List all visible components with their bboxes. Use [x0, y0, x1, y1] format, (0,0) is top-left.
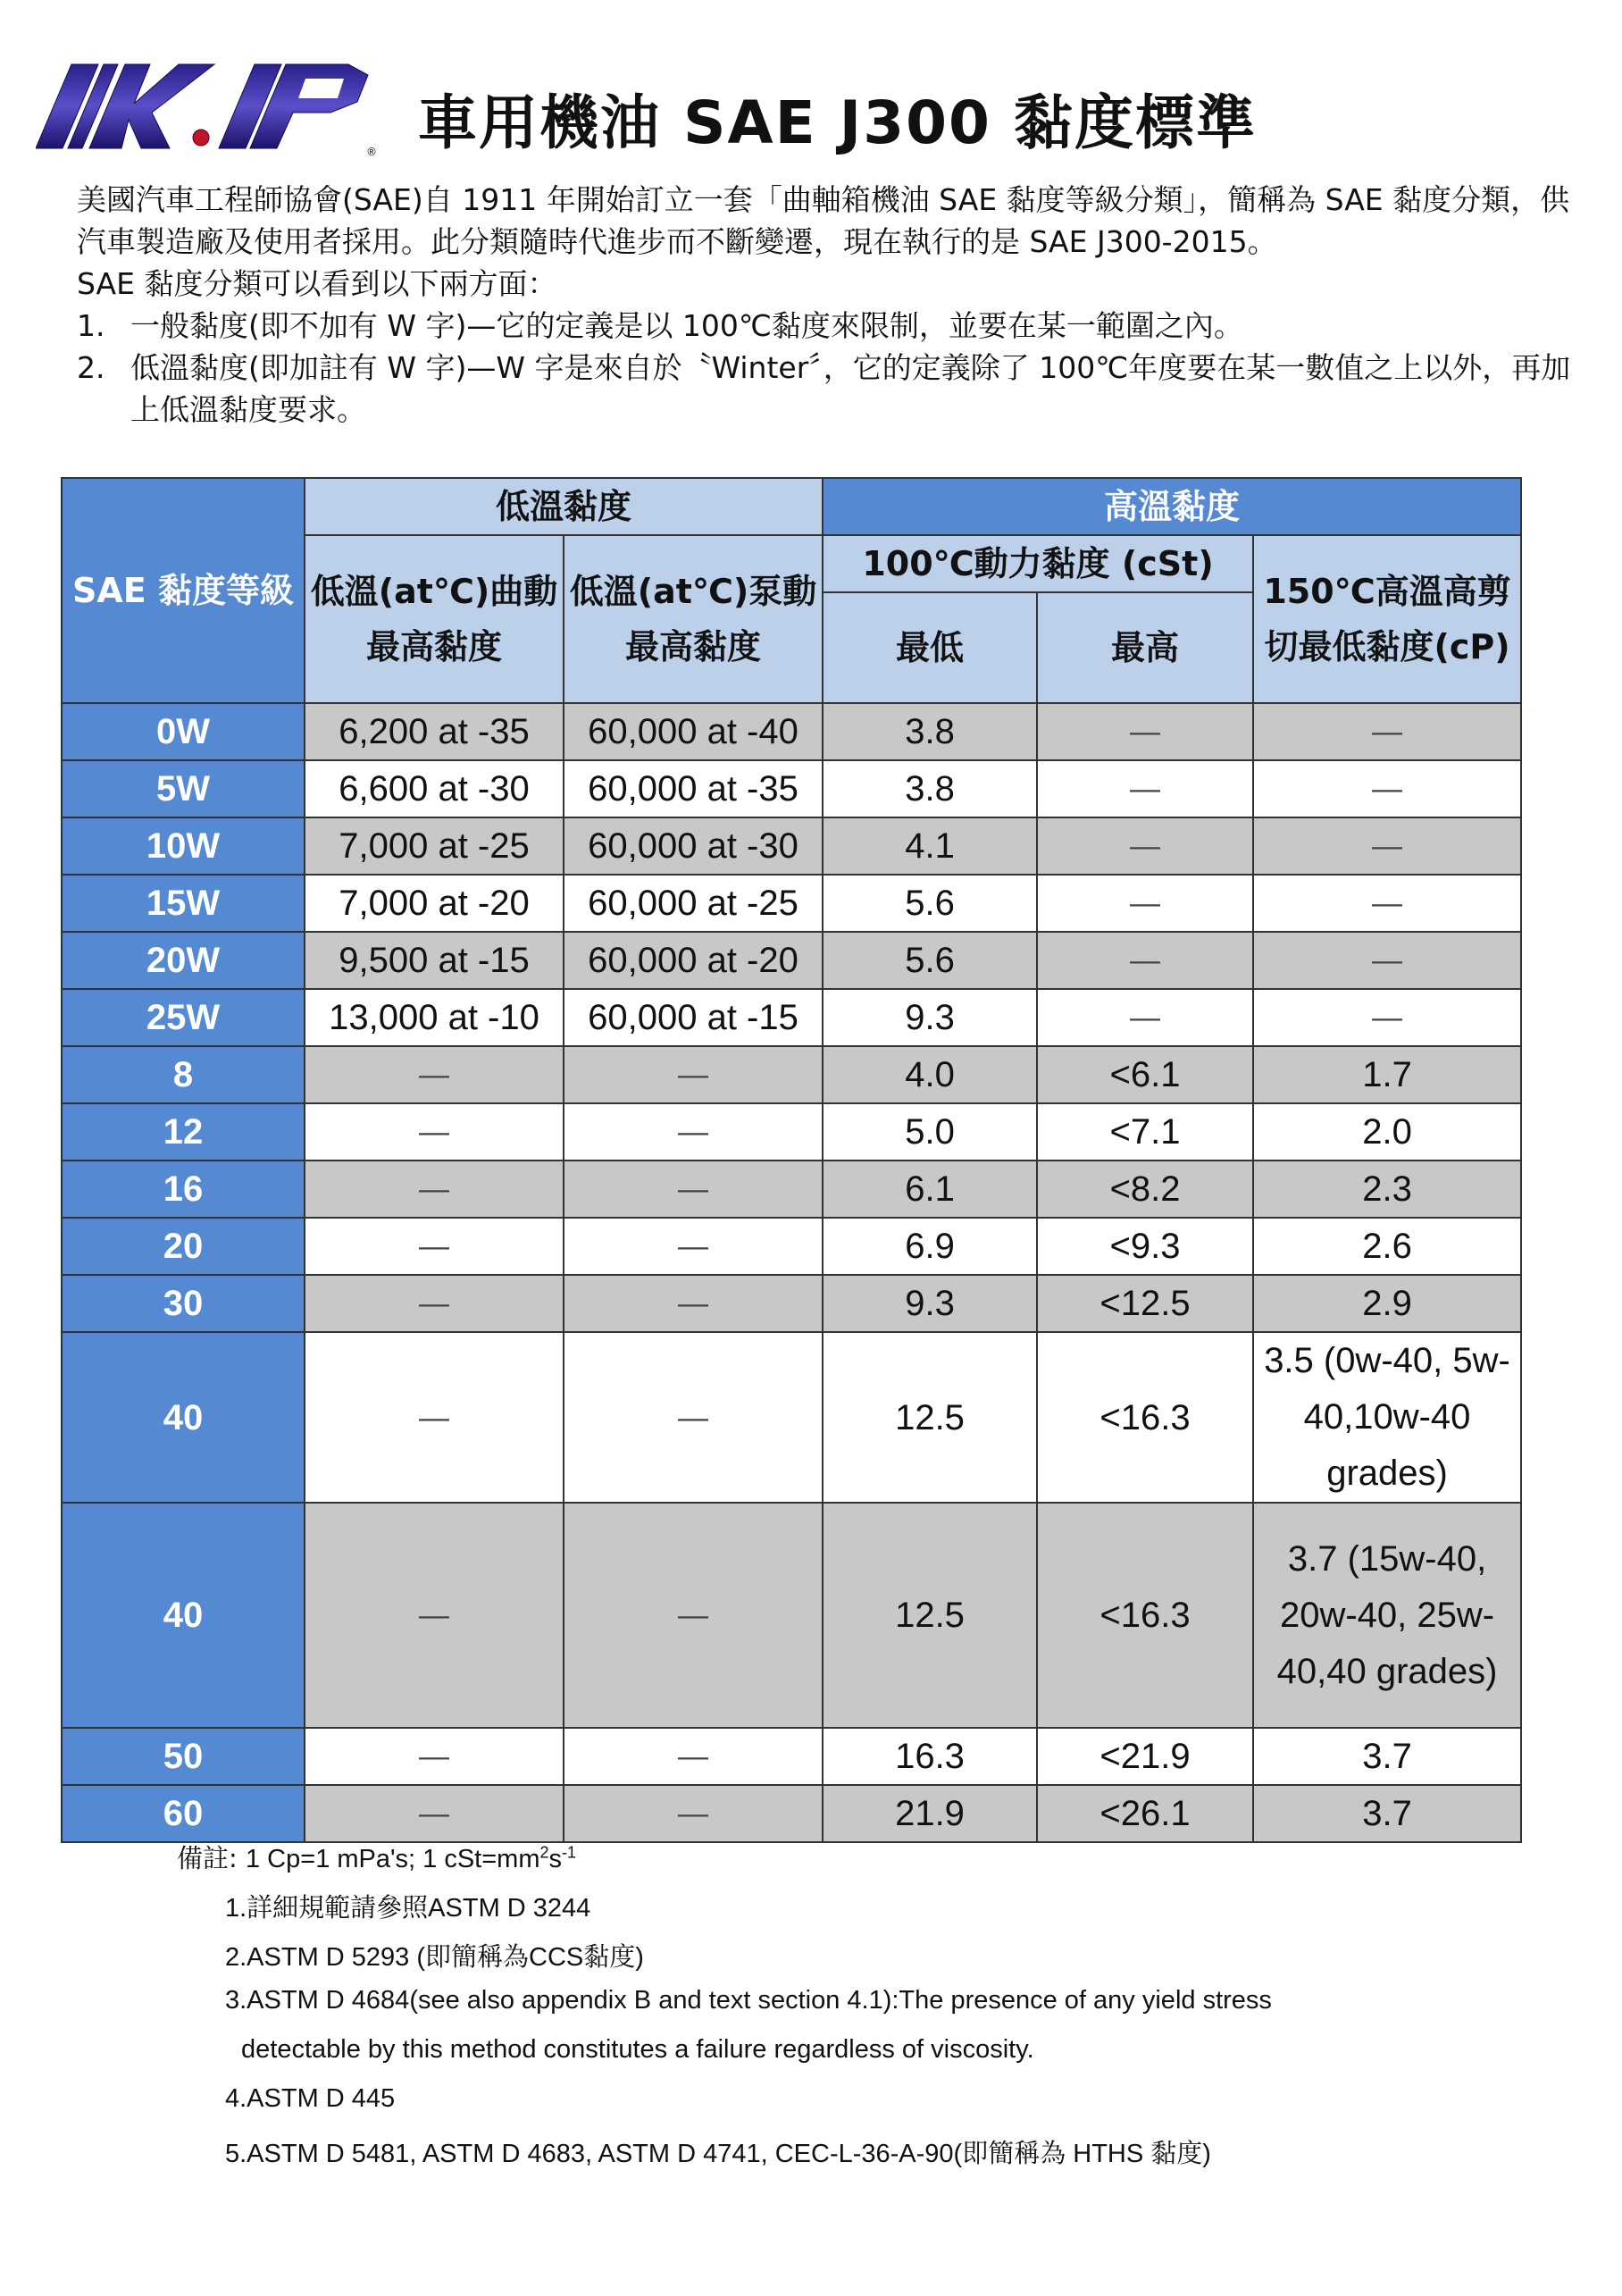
cell-hths: 3.5 (0w-40, 5w-40,10w-40 grades) — [1253, 1332, 1521, 1503]
cell-hths: 3.7 — [1253, 1785, 1521, 1842]
cell-hths: — — [1253, 932, 1521, 989]
cell-pump: — — [564, 1218, 823, 1275]
cell-min: 12.5 — [823, 1503, 1037, 1728]
cell-crank: — — [305, 1161, 564, 1218]
cell-min: 21.9 — [823, 1785, 1037, 1842]
header-kinematic: 100℃動力黏度 (cSt) — [823, 535, 1253, 592]
cell-crank: 7,000 at -25 — [305, 817, 564, 875]
remark-line: 備註: 1 Cp=1 mPa's; 1 $cSt=mm^2s^{-1}$ — [177, 1843, 577, 1873]
cell-grade: 20W — [62, 932, 305, 989]
intro-text — [77, 179, 1577, 431]
cell-crank: — — [305, 1785, 564, 1842]
header-high-temp: 高溫黏度 — [823, 478, 1521, 535]
cell-hths: — — [1253, 875, 1521, 932]
cell-pump: — — [564, 1503, 823, 1728]
svg-text:®: ® — [366, 146, 377, 158]
cell-max: — — [1037, 875, 1253, 932]
cell-pump: 60,000 at -30 — [564, 817, 823, 875]
table-row — [62, 817, 1521, 875]
cell-max: <8.2 — [1037, 1161, 1253, 1218]
note-5: 5.ASTM D 5481, ASTM D 4683, ASTM D 4741, CEC-L-36-A-90(即簡稱為 HTHS 黏度) — [225, 2140, 1211, 2168]
cell-crank: 6,600 at -30 — [305, 760, 564, 817]
item-number: 2. — [77, 350, 105, 385]
table-row — [62, 1046, 1521, 1103]
cell-min: 5.6 — [823, 875, 1037, 932]
cell-grade: 8 — [62, 1046, 305, 1103]
cell-min: 16.3 — [823, 1728, 1037, 1785]
item-number: 1. — [77, 308, 105, 343]
sae-viscosity-table — [61, 477, 1522, 1843]
cell-crank: — — [305, 1275, 564, 1332]
cell-crank: 9,500 at -15 — [305, 932, 564, 989]
cell-min: 6.9 — [823, 1218, 1037, 1275]
table-row — [62, 1218, 1521, 1275]
cell-min: 3.8 — [823, 703, 1037, 760]
cell-crank: 13,000 at -10 — [305, 989, 564, 1046]
cell-min: 6.1 — [823, 1161, 1037, 1218]
cell-hths: 3.7 — [1253, 1728, 1521, 1785]
cell-grade: 0W — [62, 703, 305, 760]
cell-hths: — — [1253, 760, 1521, 817]
header-low-temp: 低溫黏度 — [305, 478, 823, 535]
table-row — [62, 1275, 1521, 1332]
table-row — [62, 932, 1521, 989]
cell-max: <16.3 — [1037, 1503, 1253, 1728]
cell-crank: — — [305, 1332, 564, 1503]
cell-max: — — [1037, 817, 1253, 875]
cell-crank: — — [305, 1728, 564, 1785]
intro-item — [77, 347, 1577, 431]
table-row — [62, 1161, 1521, 1218]
cell-pump: — — [564, 1275, 823, 1332]
table-row — [62, 760, 1521, 817]
cell-min: 9.3 — [823, 1275, 1037, 1332]
cell-pump: 60,000 at -20 — [564, 932, 823, 989]
cell-pump: — — [564, 1161, 823, 1218]
header-pumping: 低溫(at℃)泵動最高黏度 — [564, 535, 823, 703]
note-3-cont: detectable by this method constitutes a failure regardless of viscosity. — [241, 2035, 1034, 2064]
table-row — [62, 1503, 1521, 1728]
cell-min: 9.3 — [823, 989, 1037, 1046]
kp-logo — [36, 59, 382, 159]
cell-max: <7.1 — [1037, 1103, 1253, 1161]
cell-hths: 2.3 — [1253, 1161, 1521, 1218]
cell-max: <16.3 — [1037, 1332, 1253, 1503]
cell-hths: 2.6 — [1253, 1218, 1521, 1275]
cell-pump: — — [564, 1332, 823, 1503]
page-title: 車用機油 SAE J300 黏度標準 — [418, 88, 1257, 157]
intro-lead: SAE 黏度分類可以看到以下兩方面： — [77, 266, 557, 301]
cell-pump: 60,000 at -15 — [564, 989, 823, 1046]
cell-pump: 60,000 at -35 — [564, 760, 823, 817]
table-row — [62, 1332, 1521, 1503]
cell-grade: 40 — [62, 1332, 305, 1503]
cell-min: 5.0 — [823, 1103, 1037, 1161]
cell-min: 4.0 — [823, 1046, 1037, 1103]
cell-grade: 5W — [62, 760, 305, 817]
note-2: 2.ASTM D 5293 (即簡稱為CCS黏度) — [225, 1943, 644, 1972]
header-hths: 150℃高溫高剪切最低黏度(cP) — [1253, 535, 1521, 703]
cell-pump: — — [564, 1046, 823, 1103]
cell-hths: 2.9 — [1253, 1275, 1521, 1332]
cell-hths: — — [1253, 989, 1521, 1046]
cell-grade: 15W — [62, 875, 305, 932]
intro-item — [77, 305, 1577, 347]
cell-hths: — — [1253, 703, 1521, 760]
table-row — [62, 875, 1521, 932]
table-row — [62, 989, 1521, 1046]
cell-max: — — [1037, 932, 1253, 989]
cell-min: 5.6 — [823, 932, 1037, 989]
intro-paragraph: 美國汽車工程師協會(SAE)自 1911 年開始訂立一套「曲軸箱機油 SAE 黏度等級分類」，簡稱為 SAE 黏度分類，供汽車製造廠及使用者採用。此分類隨時代進步而不斷變遷，現在執行的是 SAE J300-2015。 — [77, 182, 1570, 259]
table-row — [62, 1728, 1521, 1785]
cell-grade: 50 — [62, 1728, 305, 1785]
cell-max: — — [1037, 703, 1253, 760]
cell-crank: — — [305, 1218, 564, 1275]
cell-pump: 60,000 at -25 — [564, 875, 823, 932]
cell-crank: — — [305, 1103, 564, 1161]
cell-max: <26.1 — [1037, 1785, 1253, 1842]
cell-grade: 10W — [62, 817, 305, 875]
cell-max: <21.9 — [1037, 1728, 1253, 1785]
cell-hths: 1.7 — [1253, 1046, 1521, 1103]
table-row — [62, 1103, 1521, 1161]
cell-crank: — — [305, 1503, 564, 1728]
cell-hths: 3.7 (15w-40, 20w-40, 25w-40,40 grades) — [1253, 1503, 1521, 1728]
note-3: 3.ASTM D 4684(see also appendix B and text section 4.1):The presence of any yield stress — [225, 1986, 1272, 2015]
note-4: 4.ASTM D 445 — [225, 2084, 396, 2113]
header-min: 最低 — [823, 592, 1037, 703]
cell-min: 3.8 — [823, 760, 1037, 817]
cell-pump: — — [564, 1785, 823, 1842]
header-sae-grade: SAE 黏度等級 — [62, 478, 305, 703]
note-1: 1.詳細規範請參照ASTM D 3244 — [225, 1894, 591, 1923]
cell-grade: 60 — [62, 1785, 305, 1842]
header-cranking: 低溫(at℃)曲動最高黏度 — [305, 535, 564, 703]
cell-grade: 20 — [62, 1218, 305, 1275]
cell-crank: 7,000 at -20 — [305, 875, 564, 932]
cell-min: 4.1 — [823, 817, 1037, 875]
cell-grade: 40 — [62, 1503, 305, 1728]
item-text: 一般黏度(即不加有 W 字)—它的定義是以 100℃黏度來限制，並要在某一範圍之內。 — [130, 308, 1243, 343]
header-max: 最高 — [1037, 592, 1253, 703]
cell-pump: — — [564, 1728, 823, 1785]
cell-grade: 12 — [62, 1103, 305, 1161]
cell-max: <6.1 — [1037, 1046, 1253, 1103]
cell-hths: 2.0 — [1253, 1103, 1521, 1161]
cell-max: — — [1037, 760, 1253, 817]
cell-crank: — — [305, 1046, 564, 1103]
cell-min: 12.5 — [823, 1332, 1037, 1503]
cell-max: — — [1037, 989, 1253, 1046]
cell-hths: — — [1253, 817, 1521, 875]
item-text: 低溫黏度(即加註有 W 字)—W 字是來自於〝Winter〞，它的定義除了 100℃年度要在某一數值之上以外，再加上低溫黏度要求。 — [130, 350, 1571, 427]
table-row — [62, 703, 1521, 760]
cell-grade: 16 — [62, 1161, 305, 1218]
cell-pump: 60,000 at -40 — [564, 703, 823, 760]
cell-grade: 30 — [62, 1275, 305, 1332]
cell-max: <9.3 — [1037, 1218, 1253, 1275]
cell-crank: 6,200 at -35 — [305, 703, 564, 760]
cell-pump: — — [564, 1103, 823, 1161]
table-row — [62, 1785, 1521, 1842]
cell-grade: 25W — [62, 989, 305, 1046]
cell-max: <12.5 — [1037, 1275, 1253, 1332]
